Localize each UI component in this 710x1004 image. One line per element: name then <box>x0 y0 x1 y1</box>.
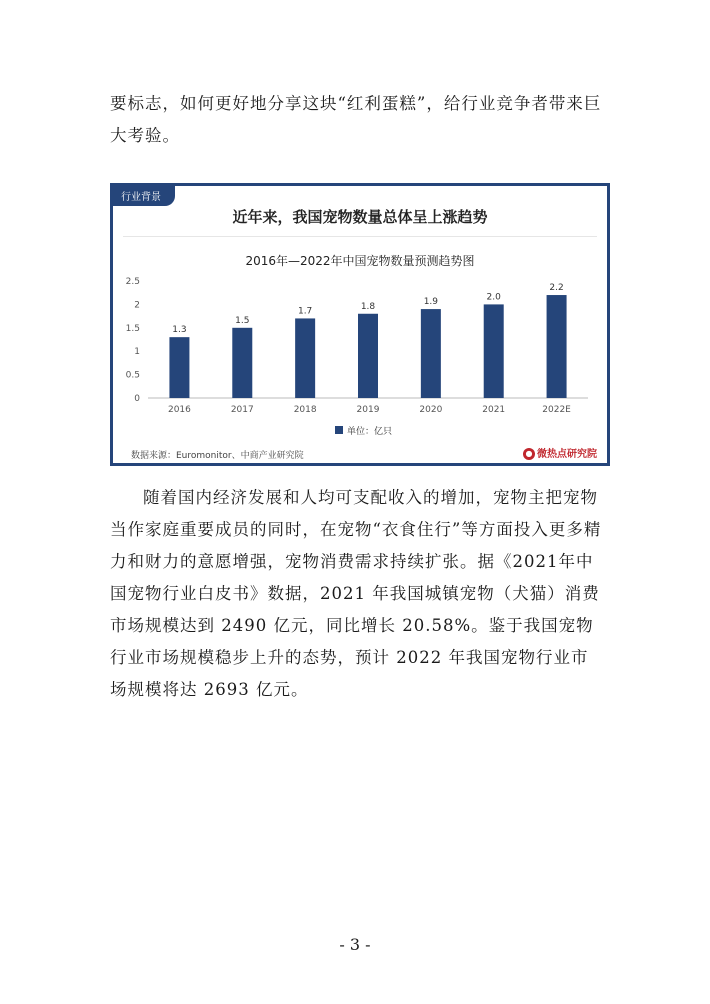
logo <box>523 445 597 460</box>
y-tick-label: 0 <box>134 394 140 404</box>
y-tick-label: 1.5 <box>125 323 140 334</box>
bar-chart <box>113 186 607 463</box>
bar-value-label: 1.8 <box>360 301 376 312</box>
y-axis <box>126 277 141 404</box>
figure-headline: 近年来，我国宠物数量总体呈上涨趋势 <box>232 208 488 226</box>
x-tick-label: 2022E <box>542 405 571 415</box>
legend-swatch <box>335 426 343 434</box>
bar <box>547 295 567 398</box>
bar <box>421 309 441 398</box>
bar-value-label: 1.9 <box>423 297 439 308</box>
bar <box>169 337 189 398</box>
x-tick-label: 2019 <box>356 405 380 415</box>
paragraph-intro: 要标志，如何更好地分享这块“红利蛋糕”，给行业竞争者带来巨大考验。 <box>110 94 602 145</box>
legend <box>335 425 392 437</box>
paragraph-body: 随着国内经济发展和人均可支配收入的增加，宠物主把宠物当作家庭重要成员的同时，在宠物“衣食住行”等方面投入更多精力和财力的意愿增强，宠物消费需求持续扩张。据《2021年中国宠物行业白皮书》数据，2021 年我国城镇宠物（犬猫）消费市场规模达到 2490 亿元，同比增长 20.58%。鉴于我国宠物行业市场规模稳步上升的态势，预计 2022 年我国宠物行业市场规模将达 2693 亿元。 <box>110 488 602 699</box>
chart-title: 2016年—2022年中国宠物数量预测趋势图 <box>245 254 475 268</box>
x-tick-label: 2021 <box>482 405 506 415</box>
bars <box>168 283 571 415</box>
bar <box>295 318 315 398</box>
legend-label: 单位：亿只 <box>347 427 393 437</box>
y-tick-label: 1 <box>134 347 140 358</box>
chart-figure <box>110 183 610 466</box>
bar-value-label: 2.2 <box>549 283 564 294</box>
y-tick-label: 2.5 <box>125 277 140 287</box>
x-tick-label: 2017 <box>230 405 254 415</box>
logo-text: 微热点研究院 <box>537 449 597 460</box>
x-tick-label: 2016 <box>167 405 191 415</box>
bar <box>232 328 252 398</box>
bar <box>484 304 504 398</box>
y-tick-label: 0.5 <box>125 370 140 381</box>
y-tick-label: 2 <box>134 300 140 311</box>
bar-value-label: 1.7 <box>297 306 313 317</box>
x-tick-label: 2018 <box>293 405 317 415</box>
data-source: 数据来源：Euromonitor、中商产业研究院 <box>131 451 304 461</box>
bar-value-label: 2.0 <box>486 292 501 303</box>
bar-value-label: 1.5 <box>235 315 250 326</box>
page-number: - 3 - <box>339 935 371 954</box>
x-tick-label: 2020 <box>419 405 443 415</box>
bar-value-label: 1.3 <box>172 325 187 336</box>
section-tag: 行业背景 <box>113 186 175 206</box>
bar <box>358 314 378 398</box>
logo-icon: ● <box>523 448 535 460</box>
